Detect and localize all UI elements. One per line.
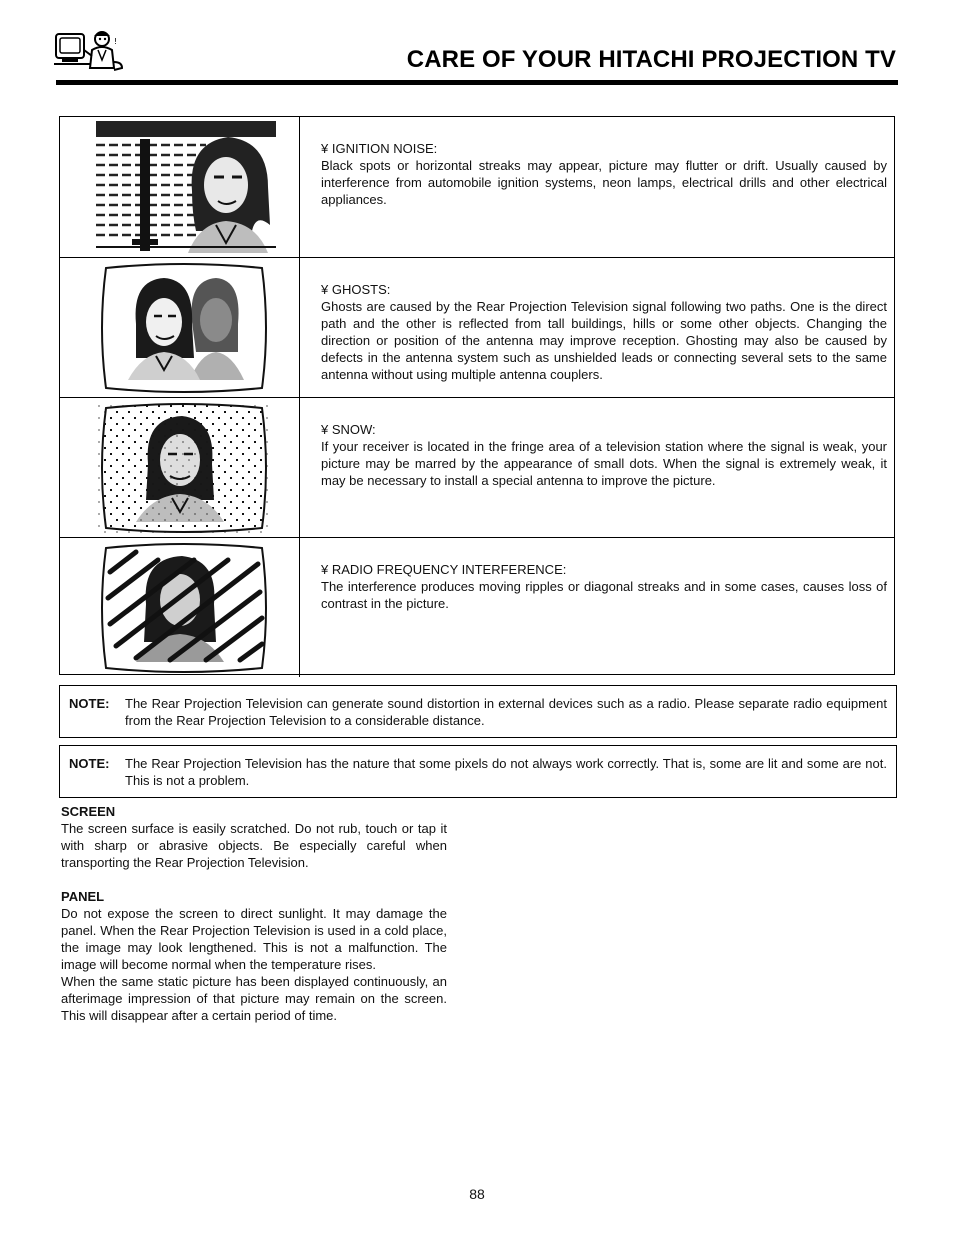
problem-description <box>321 140 887 208</box>
note-pixels <box>59 745 897 798</box>
problem-heading: ¥ SNOW: <box>321 422 376 437</box>
problem-description <box>321 421 887 489</box>
problem-row-radio-interference <box>60 537 894 677</box>
problem-text: If your receiver is located in the fringe area of a television station where the signal is weak, your picture may be marred by the appearance of small dots. When the signal is extremely weak, it may be necessary to install a special antenna to improve the picture. <box>321 439 887 488</box>
problem-text: Black spots or horizontal streaks may appear, picture may flutter or drift. Usually caused by interference from automobile ignition systems, neon lamps, electrical drills and other electrical appliances. <box>321 158 887 207</box>
problem-description <box>321 281 887 383</box>
page-title: CARE OF YOUR HITACHI PROJECTION TV <box>406 46 896 73</box>
panel-heading: PANEL <box>61 889 105 904</box>
note-label: NOTE: <box>69 696 110 711</box>
panel-text-1: Do not expose the screen to direct sunlight. It may damage the panel. When the Rear Projection Television is used in a cold place, the image may look lengthened. This is not a malfunction. The image will become normal when the temperature rises. <box>61 906 447 972</box>
svg-text:!: ! <box>114 37 118 46</box>
note-sound-distortion <box>59 685 897 738</box>
problem-heading: ¥ GHOSTS: <box>321 282 391 297</box>
technician-with-tv-icon <box>54 28 126 74</box>
ignition-noise-tv-image-icon <box>96 121 276 253</box>
radio-interference-tv-image-icon <box>96 542 272 674</box>
screen-section <box>61 803 447 871</box>
reception-problems-table <box>59 116 895 675</box>
screen-heading: SCREEN <box>61 804 116 819</box>
note-text: The Rear Projection Television has the nature that some pixels do not always work correctly. That is, some are lit and some are not. This is not a problem. <box>125 756 887 788</box>
page-number: 88 <box>469 1186 485 1202</box>
problem-image-cell <box>60 258 300 397</box>
problem-image-cell <box>60 398 300 537</box>
note-text: The Rear Projection Television can generate sound distortion in external devices such as a radio. Please separate radio equipment from the Rear Projection Television to a considerable distance. <box>125 696 887 728</box>
problem-row-ignition-noise <box>60 117 894 257</box>
problem-text: Ghosts are caused by the Rear Projection Television signal following two paths. One is the direct path and the other is reflected from tall buildings, hills or some other objects. Changing the direction or position of the antenna may improve reception. Ghosting may also be caused by defects in the antenna system such as unshielded leads or connecting several sets to the same antenna without using multiple antenna couplers. <box>321 299 887 382</box>
screen-text: The screen surface is easily scratched. Do not rub, touch or tap it with sharp or abrasive objects. Be especially careful when transporting the Rear Projection Television. <box>61 821 447 870</box>
panel-text-2: When the same static picture has been displayed continuously, an afterimage impression of that picture may remain on the screen. This will disappear after a certain period of time. <box>61 974 447 1023</box>
title-divider <box>56 80 898 85</box>
problem-image-cell <box>60 538 300 677</box>
problem-row-ghosts <box>60 257 894 397</box>
snow-tv-image-icon <box>96 402 272 534</box>
problem-heading: ¥ IGNITION NOISE: <box>321 141 438 156</box>
problem-image-cell <box>60 117 300 257</box>
note-label: NOTE: <box>69 756 110 771</box>
problem-row-snow <box>60 397 894 537</box>
problem-heading: ¥ RADIO FREQUENCY INTERFERENCE: <box>321 562 567 577</box>
problem-description <box>321 561 887 612</box>
problem-text: The interference produces moving ripples or diagonal streaks and in some cases, causes loss of contrast in the picture. <box>321 579 887 611</box>
ghosts-tv-image-icon <box>96 262 272 394</box>
panel-section <box>61 888 447 1024</box>
